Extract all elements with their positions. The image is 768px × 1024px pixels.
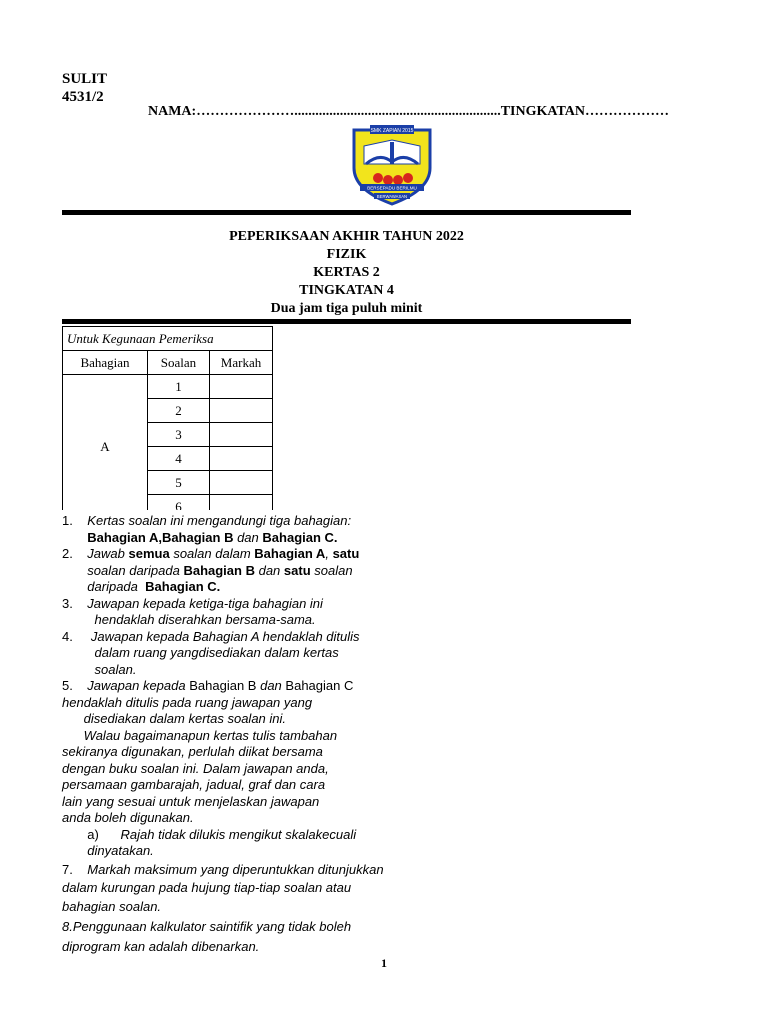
instr-text: Jawapan kepada ketiga-tiga bahagian ini — [87, 595, 323, 611]
instr-text: soalan dalam — [173, 546, 251, 561]
instr-text: dalam kurungan pada hujung tiap-tiap soalan atau — [62, 880, 352, 895]
section-a-cell: A — [63, 375, 148, 511]
instr-text: sekiranya digunakan, perlulah diikat bersama — [62, 744, 323, 759]
header-bahagian: Bahagian — [63, 351, 148, 375]
question-number: 5 — [148, 471, 210, 495]
instr-number: 4. — [62, 628, 73, 644]
instr-text: 8.Penggunaan kalkulator saintifik yang tidak boleh — [62, 919, 352, 934]
instr-text: dan — [260, 678, 282, 693]
instr-number: 3. — [62, 595, 73, 611]
crest-motto-1: BERSEPADU BERILMU — [367, 185, 417, 191]
instr-number: 1. — [62, 513, 73, 528]
instr-text: daripada — [87, 579, 138, 594]
instr-text: soalan daripada — [87, 562, 180, 578]
instr-text: dinyatakan. — [87, 843, 154, 858]
instr-bold: satu — [283, 562, 311, 578]
instr-text: disediakan dalam kertas soalan ini. — [83, 711, 287, 726]
instr-text: Jawapan kepada — [87, 678, 186, 693]
instr-bold: semua — [128, 546, 170, 561]
instr-text: hendaklah diserahkan bersama-sama. — [94, 612, 316, 627]
instr-bold: Bahagian A — [254, 546, 326, 561]
instr-text: , — [325, 546, 329, 561]
instr-text: soalan — [314, 562, 353, 578]
table-row — [63, 375, 273, 399]
instr-text: bahagian soalan. — [62, 898, 162, 914]
paper-title: KERTAS 2 — [313, 265, 380, 280]
instr-text: Jawapan kepada Bahagian A hendaklah ditulis — [90, 628, 360, 644]
school-crest-logo — [350, 124, 434, 206]
exam-title: PEPERIKSAAN AKHIR TAHUN 2022 — [229, 229, 464, 244]
instr-text: dan — [258, 562, 281, 578]
instr-number: a) — [87, 826, 99, 842]
instr-text: Walau bagaimanapun kertas tulis tambahan — [83, 727, 338, 743]
table-caption: Untuk Kegunaan Pemeriksa — [63, 327, 273, 351]
question-number: 6 — [148, 495, 210, 511]
page-number: 1 — [381, 956, 387, 970]
crest-motto-2: BERWAWASAN — [376, 193, 408, 199]
paper-code: 4531/2 — [62, 89, 104, 105]
instr-number: 5. — [62, 678, 73, 693]
header-soalan: Soalan — [148, 351, 210, 375]
question-number: 3 — [148, 423, 210, 447]
mark-cell[interactable] — [210, 495, 273, 511]
instr-text: persamaan gambarajah, jadual, graf dan cara — [62, 777, 326, 792]
instr-text: Rajah tidak dilukis mengikut skalakecuali — [120, 826, 357, 842]
instr-bold: Bahagian A,Bahagian B — [87, 529, 234, 545]
instr-bold: Bahagian C. — [262, 529, 338, 545]
examiner-table — [62, 326, 273, 510]
instr-text: Kertas soalan ini mengandungi tiga bahagian: — [87, 513, 352, 528]
instr-text: anda boleh digunakan. — [62, 810, 194, 825]
header-block — [62, 70, 107, 106]
instr-number: 7. — [62, 861, 73, 877]
instr-bold: Bahagian C. — [145, 579, 221, 594]
subject-title: FIZIK — [326, 247, 367, 262]
instr-text: Bahagian B — [189, 678, 257, 693]
instr-bold: satu — [332, 546, 360, 561]
examiner-table-wrapper — [56, 320, 286, 510]
question-number: 1 — [148, 375, 210, 399]
question-number: 2 — [148, 399, 210, 423]
crest-icon — [350, 124, 434, 206]
crest-banner-text: SMK ZAPIAN 2015 — [370, 128, 414, 134]
question-number: 4 — [148, 447, 210, 471]
top-rule — [62, 210, 631, 215]
header-markah: Markah — [210, 351, 273, 375]
instr-text: dalam ruang yangdisediakan dalam kertas — [94, 645, 339, 660]
mark-cell[interactable] — [210, 399, 273, 423]
mark-cell[interactable] — [210, 447, 273, 471]
instr-text: dan — [237, 529, 259, 545]
mark-cell[interactable] — [210, 423, 273, 447]
instr-bold: Bahagian B — [183, 562, 255, 578]
instr-text: Markah maksimum yang diperuntukkan ditunjukkan — [87, 861, 384, 877]
instructions-block — [62, 513, 422, 955]
instr-text: Bahagian C — [285, 678, 354, 693]
instr-text: hendaklah ditulis pada ruang jawapan yang — [62, 694, 313, 710]
instr-text: Jawab — [87, 546, 125, 561]
mark-cell[interactable] — [210, 375, 273, 399]
exam-title-block — [62, 228, 631, 318]
sulit-label: SULIT — [62, 71, 108, 87]
instr-text: lain yang sesuai untuk menjelaskan jawapan — [62, 793, 320, 809]
name-class-line: NAMA:…………………...........................................................TINGKATAN……………… — [148, 104, 669, 119]
duration: Dua jam tiga puluh minit — [270, 301, 423, 316]
instr-text: dengan buku soalan ini. Dalam jawapan anda, — [62, 760, 329, 776]
form-title: TINGKATAN 4 — [299, 283, 394, 298]
mark-cell[interactable] — [210, 471, 273, 495]
instr-number: 2. — [62, 546, 73, 561]
instr-text: diprogram kan adalah dibenarkan. — [62, 938, 260, 954]
instr-text: soalan. — [94, 661, 137, 677]
